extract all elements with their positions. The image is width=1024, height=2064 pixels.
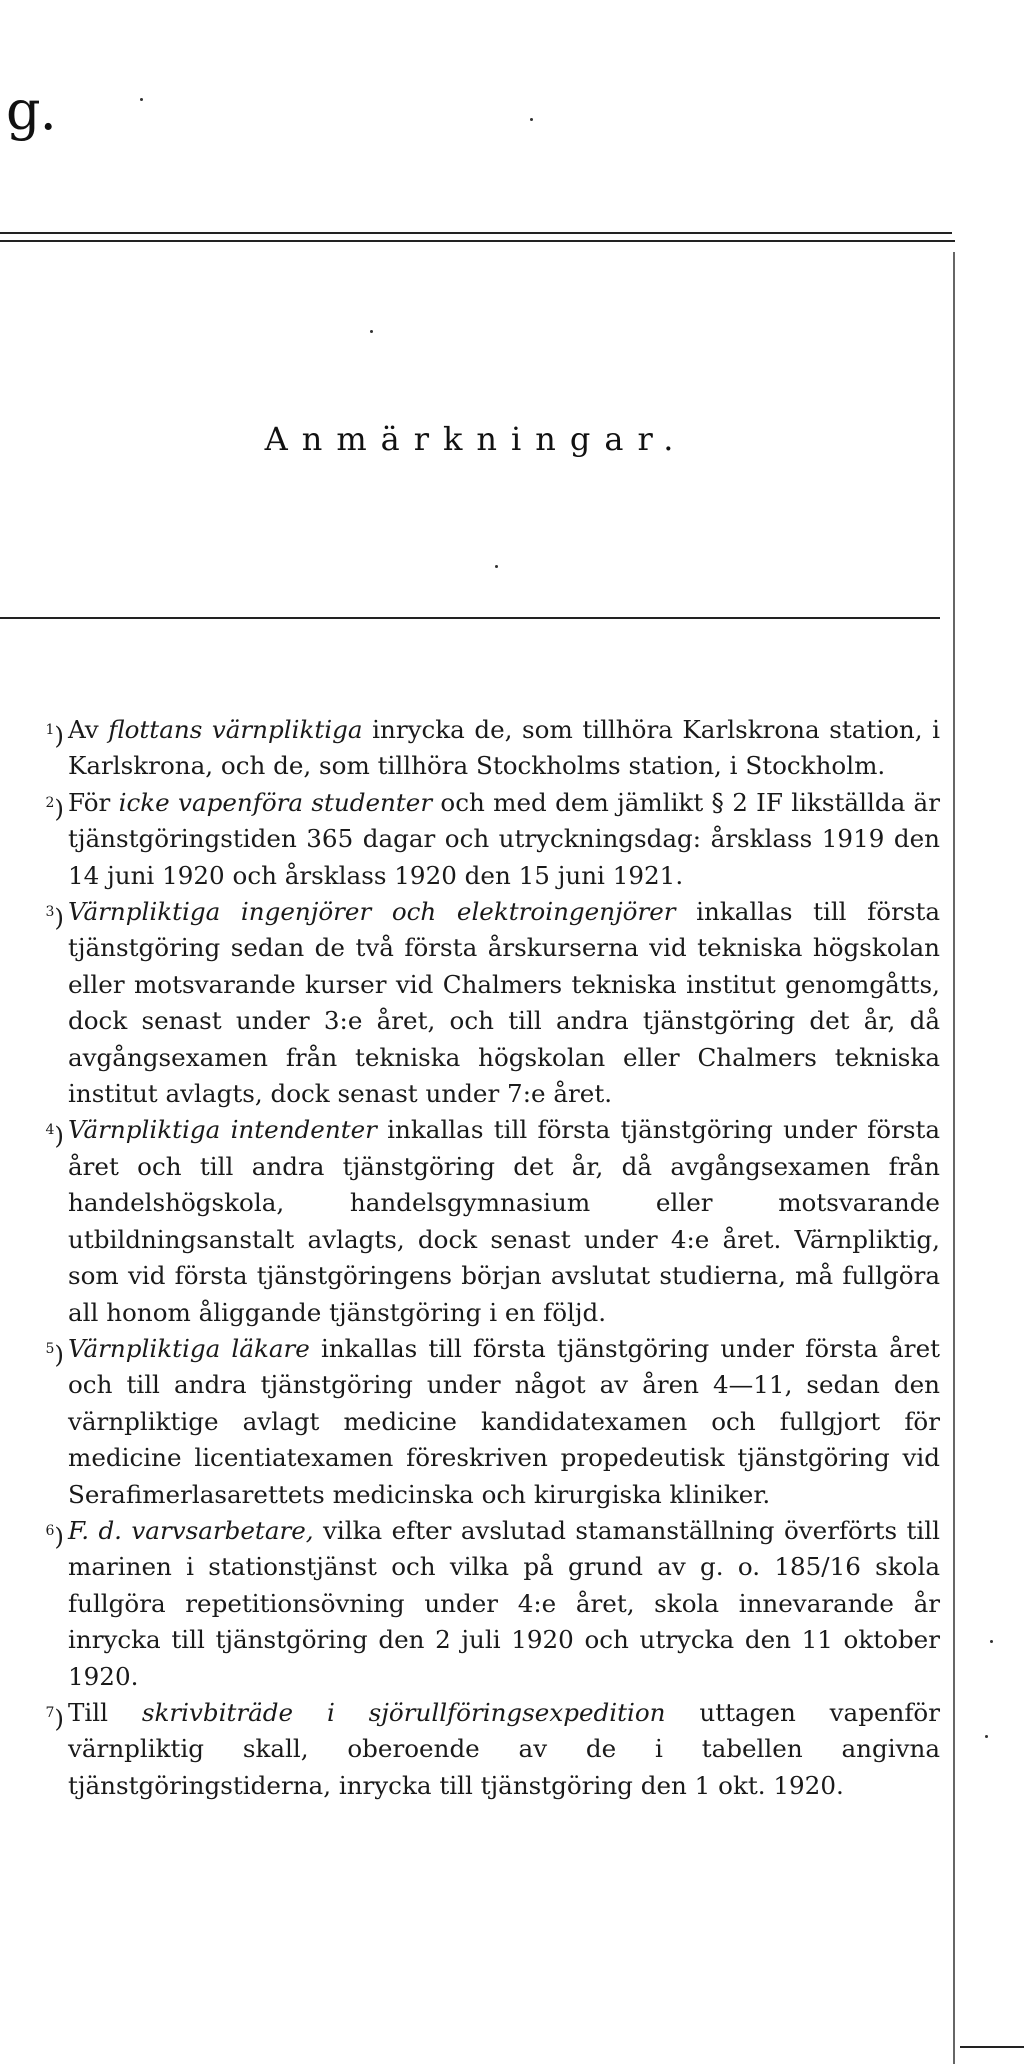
corner-mark: g. [6,79,56,142]
scan-speck [370,330,373,333]
note-1: $^1$) Av flottans värnpliktiga inrycka de, som tillhöra Karlskrona station, i Karlskrona, och de, som tillhöra Stockholms station, i Stockholm. [68,712,940,785]
note-number: $^4$) [45,1121,64,1151]
bottom-right-rule [960,2046,1024,2048]
note-7: $^7$) Till skrivbiträde i sjörullföringsexpedition uttagen vapenför värnpliktig skall, oberoende av de i tabellen angivna tjänstgöringstiderna, inrycka till tjänstgöring den 1 okt. 1920. [68,1695,940,1804]
page-heading: Anmärkningar. [264,420,688,458]
heading-separator-rule [0,617,940,619]
note-number: $^6$) [45,1521,64,1551]
scan-speck [495,565,498,568]
top-rule-upper [0,232,952,234]
note-number: $^5$) [45,1339,64,1369]
note-number: $^2$) [45,793,64,823]
note-number: $^3$) [45,903,64,933]
note-2: $^2$) För icke vapenföra studenter och med dem jämlikt § 2 IF likställda är tjänstgöringstiden 365 dagar och utryckningsdag: årsklass 1919 den 14 juni 1920 och årsklass 1920 den 15 juni 1921. [68,785,940,894]
right-margin-rule [953,252,955,2064]
note-number: $^1$) [45,721,64,750]
note-3: $^3$) Värnpliktiga ingenjörer och elektroingenjörer inkallas till första tjänstgöring sedan de två första årskurserna vid tekniska högskolan eller motsvarande kurser vid Chalmers tekniska institut genomgåtts, dock senast under 3:e året, och till andra tjänstgöring det år, då avgångsexamen från tekniska högskolan eller Chalmers tekniska institut avlagts, dock senast under 7:e året. [68,894,940,1112]
top-rule-lower [0,240,955,242]
scan-speck [140,98,143,101]
scan-speck [985,1735,988,1738]
scan-speck [530,118,533,121]
note-6: $^6$) F. d. varvsarbetare, vilka efter avslutad stamanställning överförts till marinen i stationstjänst och vilka på grund av g. o. 185/16 skola fullgöra repetitionsövning under 4:e året, skola innevarande år inrycka till tjänstgöring den 2 juli 1920 och utrycka den 11 oktober 1920. [68,1513,940,1695]
note-5: $^5$) Värnpliktiga läkare inkallas till första tjänstgöring under första året och till andra tjänstgöring under något av åren 4—11, sedan den värnpliktige avlagt medicine kandidatexamen och fullgjort för medicine licentiatexamen föreskriven propedeutisk tjänstgöring vid Serafimerlasarettets medicinska och kirurgiska kliniker. [68,1331,940,1513]
notes-section [45,712,941,1804]
note-number: $^7$) [45,1703,64,1733]
note-4: $^4$) Värnpliktiga intendenter inkallas till första tjänstgöring under första året och till andra tjänstgöring det år, då avgångsexamen från handelshögskola, handelsgymnasium eller motsvarande utbildningsanstalt avlagts, dock senast under 4:e året. Värnpliktig, som vid första tjänstgöringens början avslutat studierna, må fullgöra all honom åliggande tjänstgöring i en följd. [68,1112,940,1330]
scan-speck [990,1640,993,1643]
